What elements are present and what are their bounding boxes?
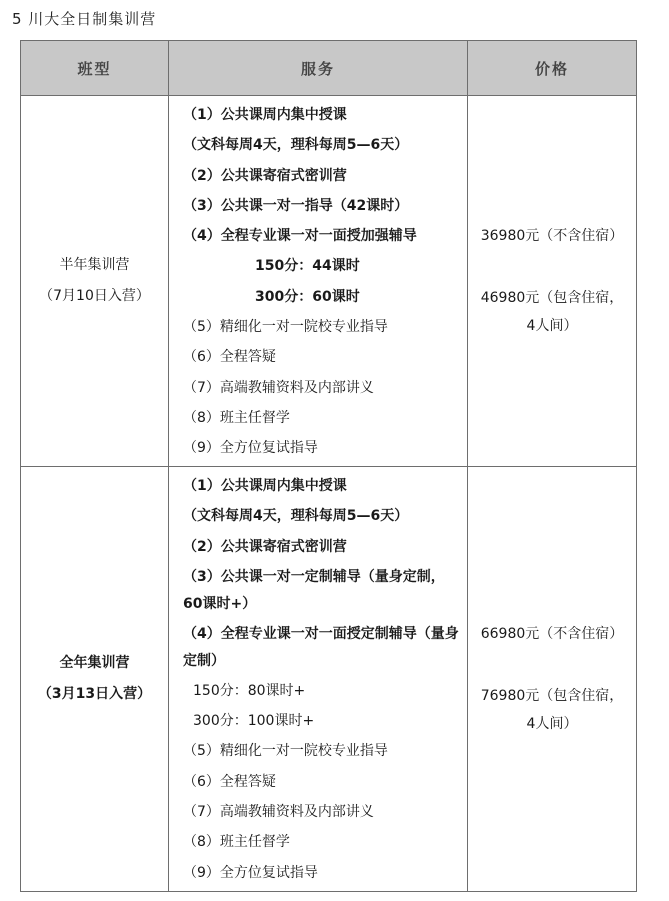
service-line: 300分：60课时 (255, 288, 360, 305)
class-type-date: （7月10日入营） (39, 288, 150, 304)
services-cell (169, 467, 468, 892)
service-line: （9）全方位复试指导 (183, 440, 318, 457)
service-line: （1）公共课周内集中授课 (183, 478, 347, 494)
class-type-date: （3月13日入营） (37, 686, 152, 702)
price-without-lodging: 36980元（不含住宿） (480, 228, 624, 244)
class-type-cell (21, 96, 169, 467)
service-line: （7）高端教辅资料及内部讲义 (183, 804, 374, 821)
service-line: （文科每周4天，理科每周5—6天） (183, 508, 409, 525)
service-line: （7）高端教辅资料及内部讲义 (183, 379, 374, 396)
service-line: （4）全程专业课一对一面授定制辅导（量身定制） (183, 625, 459, 669)
table-row (21, 467, 637, 892)
service-line: （4）全程专业课一对一面授加强辅导 (183, 228, 417, 245)
class-type-name: 全年集训营 (59, 655, 130, 671)
price-with-lodging: 46980元（包含住宿，4人间） (480, 290, 624, 334)
service-line: （6）全程答疑 (183, 349, 276, 366)
service-line: （1）公共课周内集中授课 (183, 107, 347, 123)
service-line: （8）班主任督学 (183, 409, 290, 426)
header-class-type: 班型 (21, 41, 169, 96)
class-type-name: 半年集训营 (59, 257, 130, 273)
price-cell (468, 467, 637, 892)
service-line: （文科每周4天，理科每周5—6天） (183, 137, 409, 154)
class-type-cell (21, 467, 169, 892)
service-line: 150分：44课时 (255, 258, 360, 275)
service-line: 300分：100课时+ (193, 713, 315, 730)
service-line: （2）公共课寄宿式密训营 (183, 167, 347, 184)
table-header-row (21, 41, 637, 96)
price-cell (468, 96, 637, 467)
service-line: （8）班主任督学 (183, 834, 290, 851)
service-line: （2）公共课寄宿式密训营 (183, 538, 347, 555)
section-title: 5 川大全日制集训营 (12, 10, 157, 28)
price-without-lodging: 66980元（不含住宿） (480, 626, 624, 642)
service-line: （3）公共课一对一指导（42课时） (183, 197, 409, 214)
services-cell (169, 96, 468, 467)
header-price: 价格 (468, 41, 637, 96)
service-line: （5）精细化一对一院校专业指导 (183, 743, 388, 760)
service-line: （9）全方位复试指导 (183, 864, 318, 881)
price-with-lodging: 76980元（包含住宿，4人间） (480, 688, 624, 732)
camp-price-table (20, 40, 637, 892)
service-line: 150分：80课时+ (193, 682, 306, 699)
header-services: 服务 (169, 41, 468, 96)
service-line: （6）全程答疑 (183, 773, 276, 790)
service-line: （5）精细化一对一院校专业指导 (183, 319, 388, 336)
service-line: （3）公共课一对一定制辅导（量身定制，60课时+） (183, 568, 445, 612)
table-row (21, 96, 637, 467)
